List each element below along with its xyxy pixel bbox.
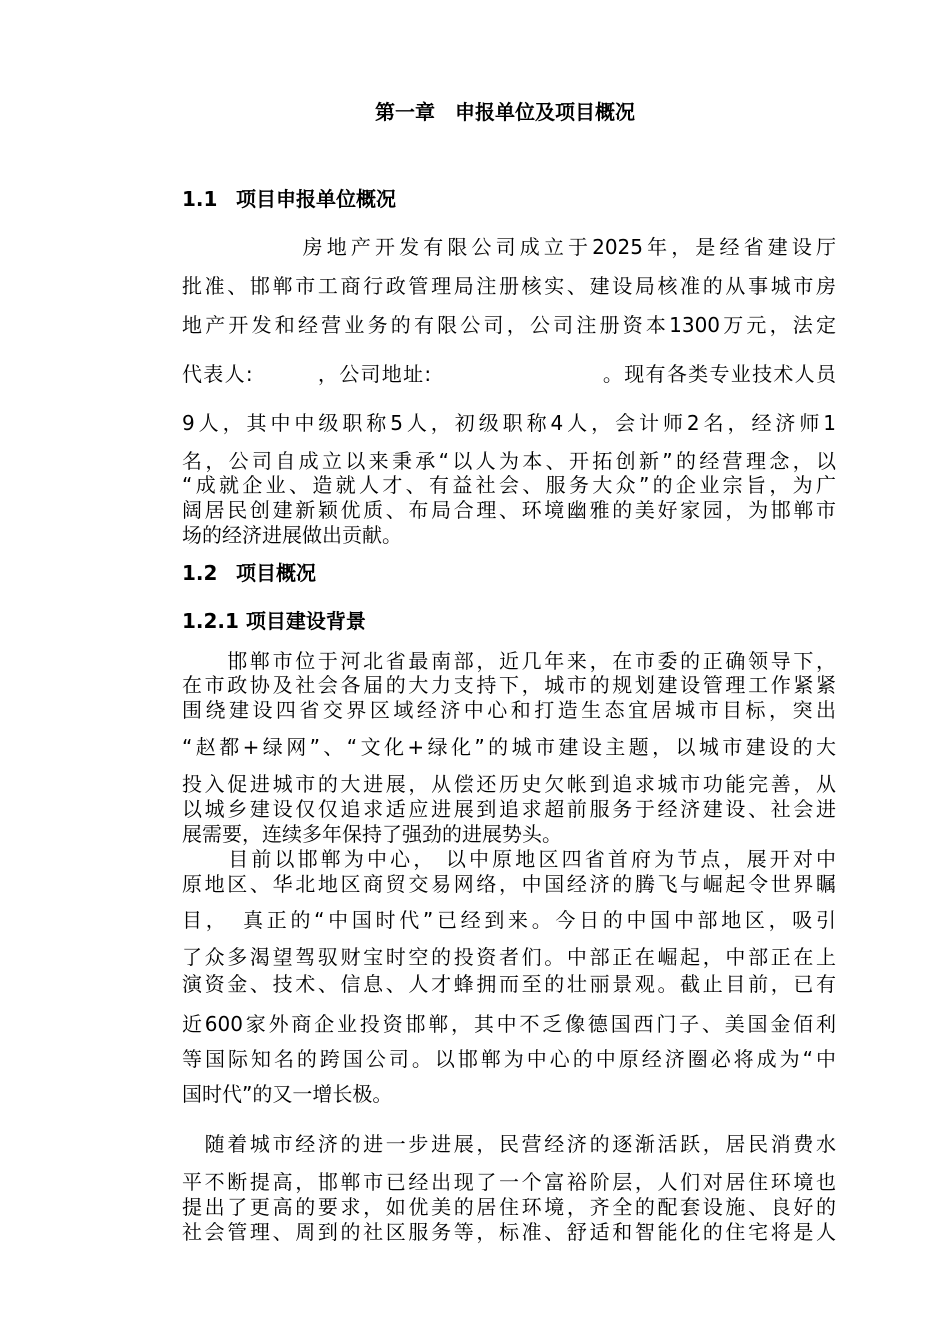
text-line: 目， 真正的“中国时代”已经到来。今日的中国中部地区，吸引 [182, 908, 836, 932]
text-line: 阔居民创建新颖优质、布局合理、环境幽雅的美好家园，为邯郸市 [182, 498, 836, 522]
text-line: 平不断提高，邯郸市已经出现了一个富裕阶层，人们对居住环境也 [182, 1170, 836, 1194]
text-line: 地产开发和经营业务的有限公司，公司注册资本1300万元，法定 [182, 313, 836, 337]
text-line: 场的经济进展做出贡献。 [182, 523, 402, 547]
text-line: 演资金、技术、信息、人才蜂拥而至的壮丽景观。截止目前，已有 [182, 972, 836, 996]
text-line: 展需要，连续多年保持了强劲的进展势头。 [182, 822, 562, 846]
text-line: 近600家外商企业投资邯郸，其中不乏像德国西门子、美国金佰利 [182, 1012, 836, 1036]
text-line: 以城乡建设仅仅追求适应进展到追求超前服务于经济建设、社会进 [182, 797, 836, 821]
text-line: 名，公司自成立以来秉承“以人为本、开拓创新”的经营理念，以 [182, 449, 836, 473]
section-title: 项目申报单位概况 [236, 187, 396, 211]
text-line: 目前以邯郸为中心， 以中原地区四省首府为节点，展开对中 [182, 847, 836, 871]
text-line: 等国际知名的跨国公司。以邯郸为中心的中原经济圈必将成为“中 [182, 1047, 836, 1071]
text-line: 随着城市经济的进一步进展，民营经济的逐渐活跃，居民消费水 [182, 1132, 836, 1156]
text-line: 代表人: ，公司地址: 。现有各类专业技术人员 [182, 362, 836, 386]
chapter-title: 第一章 申报单位及项目概况 [375, 100, 635, 124]
subsection-heading-1-2-1: 1.2.1 项目建设背景 [182, 609, 366, 633]
section-number: 1.2 [182, 561, 218, 585]
section-number: 1.1 [182, 187, 218, 211]
text-line: 在市政协及社会各届的大力支持下，城市的规划建设管理工作紧紧 [182, 673, 836, 697]
text-line: 批准、邯郸市工商行政管理局注册核实、建设局核准的从事城市房 [182, 274, 836, 298]
text-line: 9人，其中中级职称5人，初级职称4人，会计师2名，经济师1 [182, 411, 836, 435]
text-line: 提出了更高的要求，如优美的居住环境，齐全的配套设施、良好的 [182, 1195, 836, 1219]
section-heading-1-1 [182, 185, 396, 213]
text-line: 邯郸市位于河北省最南部，近几年来，在市委的正确领导下， [182, 649, 836, 673]
text-line: 原地区、华北地区商贸交易网络，中国经济的腾飞与崛起令世界瞩 [182, 872, 836, 896]
text-line: “成就企业、造就人才、有益社会、服务大众”的企业宗旨，为广 [182, 473, 836, 497]
text-line: 社会管理、周到的社区服务等，标准、舒适和智能化的住宅将是人 [182, 1220, 836, 1244]
text-line: “赵都+绿网”、“文化+绿化”的城市建设主题，以城市建设的大 [182, 735, 836, 759]
text-line: 围绕建设四省交界区域经济中心和打造生态宜居城市目标，突出 [182, 698, 836, 722]
section-title: 项目概况 [236, 561, 316, 585]
text-line: 了众多渴望驾驭财宝时空的投资者们。中部正在崛起，中部正在上 [182, 945, 836, 969]
text-line: 国时代”的又一增长极。 [182, 1082, 393, 1106]
text-line: 投入促进城市的大进展，从偿还历史欠帐到追求城市功能完善，从 [182, 772, 836, 796]
section-heading-1-2 [182, 559, 316, 587]
text-line: 房地产开发有限公司成立于2025年，是经省建设厅 [182, 235, 836, 259]
